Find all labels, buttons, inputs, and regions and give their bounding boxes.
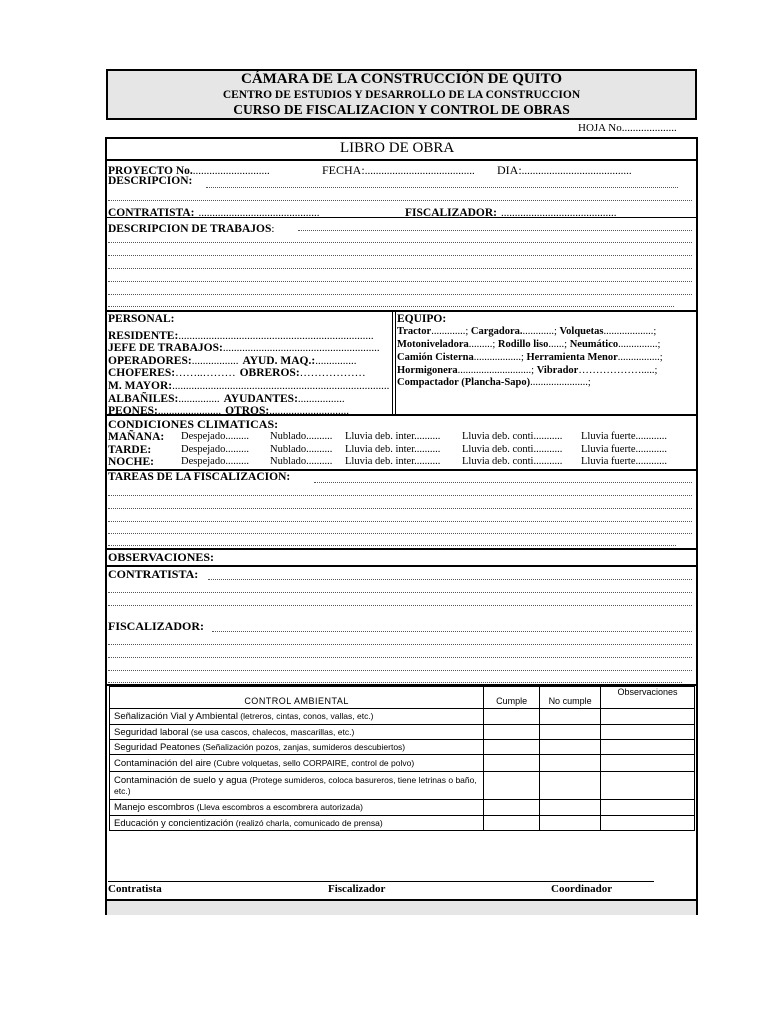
clima-row-label: MAÑANA: bbox=[108, 431, 165, 443]
table-row bbox=[110, 740, 695, 755]
descripcion-line[interactable] bbox=[108, 200, 692, 201]
header-subtitle: CENTRO DE ESTUDIOS Y DESARROLLO DE LA CONSTRUCCION bbox=[222, 89, 581, 101]
no-cumple-cell[interactable] bbox=[540, 725, 601, 740]
descripcion-label: DESCRIPCION: bbox=[108, 175, 193, 187]
choferes-field[interactable]: ……..……… bbox=[175, 367, 236, 379]
descripcion-line[interactable] bbox=[206, 187, 678, 188]
firma-coordinador: Coordinador bbox=[551, 883, 613, 895]
divider bbox=[392, 312, 393, 415]
clima-option-despejado[interactable]: Despejado......... bbox=[181, 456, 249, 467]
albaniles-label: ALBAÑILES: bbox=[108, 393, 179, 405]
obs-fiscalizador-line[interactable] bbox=[108, 670, 692, 671]
albaniles-field[interactable]: ............... bbox=[178, 393, 220, 405]
control-item-detail: (Señalización pozos, zanjas, sumideros descubiertos) bbox=[200, 741, 406, 752]
observaciones-cell[interactable] bbox=[601, 772, 695, 800]
no-cumple-cell[interactable] bbox=[540, 755, 601, 772]
clima-option-despejado[interactable]: Despejado......... bbox=[181, 431, 249, 442]
fiscalizador-row bbox=[405, 203, 617, 221]
cumple-cell[interactable] bbox=[484, 740, 540, 755]
obs-contratista-label: CONTRATISTA: bbox=[108, 567, 199, 581]
clima-option-lluvia-conti[interactable]: Lluvia deb. conti........... bbox=[462, 431, 563, 442]
neumatico-label: Neumático bbox=[569, 339, 619, 350]
control-item bbox=[110, 816, 484, 831]
control-item-main: Señalización Vial y Ambiental bbox=[114, 711, 238, 722]
contratista-dots[interactable]: ............................................ bbox=[198, 207, 320, 219]
divider bbox=[107, 217, 696, 218]
choferes-label: CHOFERES: bbox=[108, 367, 176, 379]
residente-label: RESIDENTE: bbox=[108, 330, 179, 342]
observaciones-cell[interactable] bbox=[601, 816, 695, 831]
control-item-detail: (realizó charla, comunicado de prensa) bbox=[233, 817, 383, 828]
ayud-maq-field[interactable]: ............... bbox=[315, 355, 357, 367]
cumple-cell[interactable] bbox=[484, 772, 540, 800]
vibrador-label: Vibrador bbox=[536, 365, 579, 376]
residente-field[interactable]: ....................................................................... bbox=[178, 330, 374, 342]
neumatico-field[interactable]: ...............; bbox=[618, 339, 661, 350]
obs-fiscalizador-line[interactable] bbox=[108, 644, 692, 645]
otros-field[interactable]: ............................. bbox=[269, 405, 349, 417]
cumple-cell[interactable] bbox=[484, 816, 540, 831]
observaciones-cell[interactable] bbox=[601, 709, 695, 725]
control-item-main: Educación y concientización bbox=[114, 817, 234, 829]
tareas-label: TAREAS DE LA FISCALIZACION: bbox=[108, 471, 291, 483]
camion-label: Camión Cisterna bbox=[397, 352, 474, 363]
observaciones-cell[interactable] bbox=[601, 740, 695, 755]
peones-label: PEONES: bbox=[108, 405, 158, 417]
control-item-detail: (se usa cascos, chalecos, mascarillas, etc.) bbox=[188, 726, 355, 737]
control-item-main: Seguridad laboral bbox=[114, 726, 189, 738]
header-box bbox=[106, 69, 697, 120]
dia-dots[interactable]: ........................................ bbox=[521, 165, 632, 177]
obs-contratista-line[interactable] bbox=[108, 605, 692, 606]
control-item-detail: (Protege sumideros, coloca basureros, tiene letrinas o baño, etc.) bbox=[114, 774, 477, 796]
tareas-line[interactable] bbox=[108, 495, 692, 496]
cumple-cell[interactable] bbox=[484, 800, 540, 816]
fecha-dots[interactable]: ........................................ bbox=[364, 165, 475, 177]
rodillo-label: Rodillo liso bbox=[497, 339, 549, 350]
divider bbox=[395, 312, 396, 415]
proyecto-label: PROYECTO No. bbox=[108, 165, 193, 177]
ayudantes-label: AYUDANTES: bbox=[223, 393, 298, 405]
obs-fiscalizador-line[interactable] bbox=[108, 682, 682, 683]
trabajos-line[interactable] bbox=[298, 230, 692, 231]
trabajos-line[interactable] bbox=[108, 242, 692, 243]
hoja-number: HOJA No.................... bbox=[578, 122, 677, 134]
hormigonera-field[interactable]: ............................; bbox=[457, 365, 537, 376]
trabajos-line[interactable] bbox=[108, 306, 674, 307]
control-item-detail: (Lleva escombros a escombrera autorizada) bbox=[194, 802, 363, 812]
clima-option-lluvia-conti[interactable]: Lluvia deb. conti........... bbox=[462, 444, 563, 455]
jefe-field[interactable]: ......................................................... bbox=[222, 342, 380, 354]
herramienta-field[interactable]: ................; bbox=[617, 352, 663, 363]
tractor-label: Tractor bbox=[397, 326, 432, 337]
obreros-label: OBREROS: bbox=[239, 367, 300, 379]
ayud-maq-label: AYUD. MAQ.: bbox=[242, 355, 316, 367]
firma-fiscalizador: Fiscalizador bbox=[328, 883, 386, 895]
cumple-cell[interactable] bbox=[484, 755, 540, 772]
equipo-row-2 bbox=[397, 339, 660, 350]
equipo-row-3 bbox=[397, 352, 663, 363]
clima-option-nublado[interactable]: Nublado.......... bbox=[270, 444, 333, 455]
cargadora-field[interactable]: ............; bbox=[522, 326, 560, 337]
table-row bbox=[110, 772, 695, 800]
observaciones-header: Observaciones bbox=[601, 687, 695, 709]
tareas-line[interactable] bbox=[108, 545, 676, 546]
clima-option-lluvia-inter[interactable]: Lluvia deb. inter.......... bbox=[345, 456, 441, 467]
no-cumple-cell[interactable] bbox=[540, 772, 601, 800]
clima-row-label: TARDE: bbox=[108, 444, 152, 456]
table-header-row bbox=[110, 687, 695, 709]
trabajos-label: DESCRIPCION DE TRABAJOS bbox=[108, 223, 272, 235]
obs-fiscalizador-label: FISCALIZADOR: bbox=[108, 619, 205, 633]
observaciones-cell[interactable] bbox=[601, 725, 695, 740]
divider bbox=[107, 310, 696, 312]
no-cumple-cell[interactable] bbox=[540, 709, 601, 725]
clima-title: CONDICIONES CLIMATICAS: bbox=[108, 417, 279, 431]
obreros-field[interactable]: ……………… bbox=[299, 367, 366, 379]
clima-option-lluvia-fuerte[interactable]: Lluvia fuerte............ bbox=[581, 431, 668, 442]
fiscalizador-label: FISCALIZADOR: bbox=[405, 207, 498, 219]
no-cumple-cell[interactable] bbox=[540, 740, 601, 755]
personal-title: PERSONAL: bbox=[108, 313, 175, 325]
motoniveladora-field[interactable]: .........; bbox=[468, 339, 498, 350]
header-title: CÁMARA DE LA CONSTRUCCIÓN DE QUITO bbox=[240, 71, 562, 87]
camion-field[interactable]: ..................; bbox=[473, 352, 527, 363]
herramienta-label: Herramienta Menor bbox=[526, 352, 618, 363]
volquetas-field[interactable]: ...................; bbox=[603, 326, 657, 337]
tractor-field[interactable]: .............; bbox=[431, 326, 471, 337]
trabajos-line[interactable] bbox=[108, 268, 692, 269]
control-item bbox=[110, 800, 484, 816]
table-row bbox=[110, 725, 695, 740]
fecha-label: FECHA: bbox=[322, 163, 365, 177]
clima-option-lluvia-fuerte[interactable]: Lluvia fuerte............ bbox=[581, 444, 668, 455]
compactador-field[interactable]: ......................; bbox=[530, 377, 591, 388]
equipo-row-5 bbox=[397, 377, 591, 388]
motoniveladora-label: Motoniveladora bbox=[397, 339, 469, 350]
fecha-row bbox=[322, 161, 475, 179]
obs-contratista-line[interactable] bbox=[208, 579, 692, 580]
contratista-label: CONTRATISTA: bbox=[108, 207, 195, 219]
otros-label: OTROS: bbox=[225, 405, 270, 417]
signature-line bbox=[108, 881, 654, 882]
observaciones-cell[interactable] bbox=[601, 755, 695, 772]
equipo-row-1 bbox=[397, 326, 656, 337]
control-item-detail: (Cubre volquetas, sello CORPAIRE, control de polvo) bbox=[211, 757, 415, 768]
control-item-main: Contaminación del aire bbox=[114, 757, 212, 769]
obs-contratista-line[interactable] bbox=[108, 592, 692, 593]
no-cumple-header: No cumple bbox=[540, 687, 601, 709]
operadores-field[interactable]: ................. bbox=[191, 355, 239, 367]
cumple-header: Cumple bbox=[484, 687, 540, 709]
trabajos-colon: : bbox=[271, 223, 275, 235]
clima-option-lluvia-inter[interactable]: Lluvia deb. inter.......... bbox=[345, 431, 441, 442]
tareas-line[interactable] bbox=[108, 533, 692, 534]
trabajos-line[interactable] bbox=[108, 255, 692, 256]
ayudantes-field[interactable]: ................. bbox=[297, 393, 345, 405]
firma-contratista: Contratista bbox=[108, 883, 162, 895]
compactador-label: Compactador (Plancha-Sapo) bbox=[397, 377, 531, 388]
trabajos-line[interactable] bbox=[108, 281, 692, 282]
jefe-label: JEFE DE TRABAJOS: bbox=[108, 342, 223, 354]
clima-option-nublado[interactable]: Nublado.......... bbox=[270, 431, 333, 442]
control-item bbox=[110, 709, 484, 725]
control-item bbox=[110, 772, 484, 800]
proyecto-dots[interactable]: ............................ bbox=[192, 165, 270, 177]
trabajos-heading bbox=[108, 219, 274, 237]
m-mayor-field[interactable]: ............................................................................... bbox=[172, 380, 390, 392]
clima-row-label: NOCHE: bbox=[108, 456, 154, 468]
volquetas-label: Volquetas bbox=[559, 326, 604, 337]
clima-option-despejado[interactable]: Despejado......... bbox=[181, 444, 249, 455]
no-cumple-cell[interactable] bbox=[540, 800, 601, 816]
operadores-label: OPERADORES: bbox=[108, 355, 192, 367]
no-cumple-cell[interactable] bbox=[540, 816, 601, 831]
control-ambiental-table bbox=[109, 686, 695, 831]
clima-option-lluvia-inter[interactable]: Lluvia deb. inter.......... bbox=[345, 444, 441, 455]
peones-field[interactable]: ....................... bbox=[157, 405, 222, 417]
control-header: CONTROL AMBIENTAL bbox=[110, 687, 484, 709]
tareas-line[interactable] bbox=[314, 482, 692, 483]
hormigonera-label: Hormigonera bbox=[397, 365, 458, 376]
observaciones-cell[interactable] bbox=[601, 800, 695, 816]
header-course: CURSO DE FISCALIZACION Y CONTROL DE OBRAS bbox=[233, 102, 570, 117]
cumple-cell[interactable] bbox=[484, 709, 540, 725]
control-item bbox=[110, 755, 484, 772]
control-item bbox=[110, 740, 484, 755]
fiscalizador-dots[interactable]: .......................................... bbox=[501, 207, 617, 219]
obs-fiscalizador-line[interactable] bbox=[212, 631, 692, 632]
control-item-main: Manejo escombros bbox=[114, 802, 195, 813]
cumple-cell[interactable] bbox=[484, 725, 540, 740]
clima-option-lluvia-conti[interactable]: Lluvia deb. conti........... bbox=[462, 456, 563, 467]
observaciones-title: OBSERVACIONES: bbox=[108, 550, 215, 564]
trabajos-line[interactable] bbox=[108, 294, 692, 295]
tareas-line[interactable] bbox=[108, 521, 692, 522]
rodillo-field[interactable]: ......; bbox=[548, 339, 570, 350]
obs-fiscalizador-line[interactable] bbox=[108, 657, 692, 658]
footer-bar bbox=[107, 899, 696, 915]
control-item-main: Seguridad Peatones bbox=[114, 741, 201, 753]
form-title: LIBRO DE OBRA bbox=[340, 140, 455, 156]
table-row bbox=[110, 755, 695, 772]
control-item-main: Contaminación de suelo y agua bbox=[114, 774, 248, 786]
control-item-detail: (letreros, cintas, conos, vallas, etc.) bbox=[237, 711, 374, 721]
tareas-line[interactable] bbox=[108, 508, 692, 509]
table-row bbox=[110, 816, 695, 831]
m-mayor-label: M. MAYOR: bbox=[108, 380, 173, 392]
clima-option-nublado[interactable]: Nublado.......... bbox=[270, 456, 333, 467]
clima-option-lluvia-fuerte[interactable]: Lluvia fuerte............ bbox=[581, 456, 668, 467]
equipo-row-4 bbox=[397, 365, 657, 376]
equipo-title: EQUIPO: bbox=[397, 313, 447, 325]
table-row bbox=[110, 800, 695, 816]
control-item bbox=[110, 725, 484, 740]
cargadora-label: Cargadora. bbox=[470, 326, 523, 337]
table-row bbox=[110, 709, 695, 725]
dia-row bbox=[497, 161, 632, 179]
dia-label: DIA: bbox=[497, 163, 522, 177]
vibrador-field[interactable]: ……………….....; bbox=[578, 365, 658, 376]
